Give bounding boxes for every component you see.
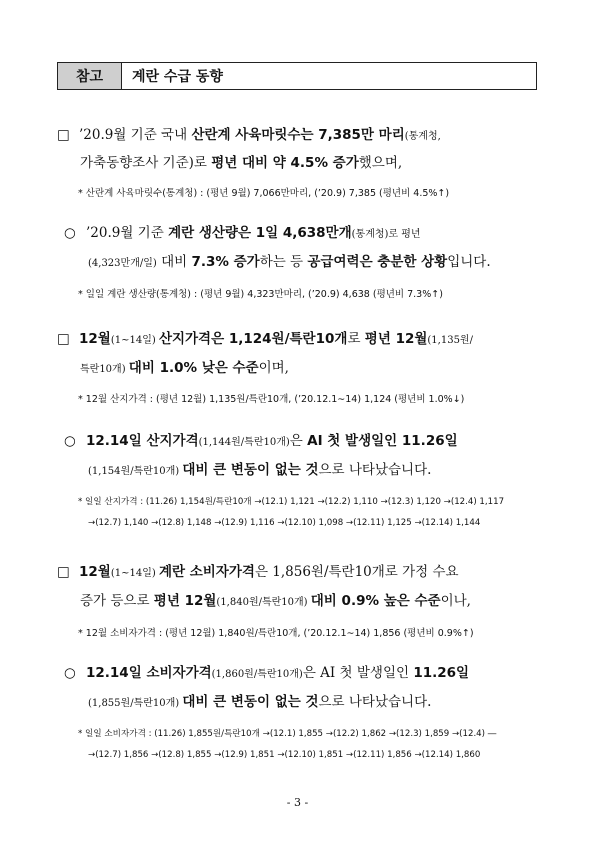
s2-note: * 12월 산지가격 : (평년 12월) 1,135원/특란10개, (’20.12.1∼14) 1,124 (평년비 1.0%↓) [78,394,465,405]
square-bullet-icon: □ [57,564,70,580]
s3-line-1: □ 12월(1~14일) 계란 소비자가격은 1,856원/특란10개로 가정 수요 [57,564,459,580]
circle-bullet-icon: ○ [64,665,76,681]
section-title: 계란 수급 동향 [132,69,223,85]
s1-line-2: 가축동향조사 기준)로 평년 대비 약 4.5% 증가했으며, [80,155,403,171]
reference-tag: 참고 [58,63,122,89]
circle-bullet-icon: ○ [64,225,76,241]
s3-note: * 12월 소비자가격 : (평년 12월) 1,840원/특란10개, (’20.12.1∼14) 1,856 (평년비 0.9%↑) [78,628,474,639]
page-number: - 3 - [286,796,309,809]
square-bullet-icon: □ [57,331,70,347]
s3c-note-1: * 일일 소비자가격 : (11.26) 1,855원/특란10개 →(12.1) 1,855 →(12.2) 1,862 →(12.3) 1,859 →(12.4) ― [78,729,497,739]
s1-note: * 산란계 사육마릿수(통계청) : (평년 9월) 7,066만마리, (’20.9) 7,385 (평년비 4.5%↑) [78,188,450,199]
s3c-line-2: (1,855원/특란10개) 대비 큰 변동이 없는 것으로 나타났습니다. [88,694,432,710]
s2c-line-1: ○ 12.14일 산지가격(1,144원/특란10개)은 AI 첫 발생일인 11.26일 [64,433,458,449]
s3-line-2: 증가 등으로 평년 12월(1,840원/특란10개) 대비 0.9% 높은 수준이나, [80,593,471,609]
s1c-note: * 일일 계란 생산량(통계청) : (평년 9월) 4,323만마리, (’20.9) 4,638 (평년비 7.3%↑) [78,289,443,300]
s2c-line-2: (1,154원/특란10개) 대비 큰 변동이 없는 것으로 나타났습니다. [88,462,432,478]
s1c-line-1: ○ ’20.9월 기준 계란 생산량은 1일 4,638만개(통계청)로 평년 [64,225,421,241]
square-bullet-icon: □ [57,127,70,143]
s3c-note-2: →(12.7) 1,856 →(12.8) 1,855 →(12.9) 1,851 →(12.10) 1,851 →(12.11) 1,856 →(12.14) 1,860 [88,750,481,760]
s2-line-2: 특란10개) 대비 1.0% 낮은 수준이며, [80,360,289,376]
s2-line-1: □ 12월(1~14일) 산지가격은 1,124원/특란10개로 평년 12월(1,135원/ [57,331,473,347]
s3c-line-1: ○ 12.14일 소비자가격(1,860원/특란10개)은 AI 첫 발생일인 11.26일 [64,665,470,681]
section-header [57,62,537,90]
s2c-note-2: →(12.7) 1,140 →(12.8) 1,148 →(12.9) 1,116 →(12.10) 1,098 →(12.11) 1,125 →(12.14) 1,144 [88,518,481,528]
s1-line-1: □ ’20.9월 기준 국내 산란계 사육마릿수는 7,385만 마리(통계청, [57,127,441,143]
s1c-line-2: (4,323만개/일) 대비 7.3% 증가하는 등 공급여력은 충분한 상황입니다. [88,254,491,270]
s2c-note-1: * 일일 산지가격 : (11.26) 1,154원/특란10개 →(12.1) 1,121 →(12.2) 1,110 →(12.3) 1,120 →(12.4) 1,117 [78,497,505,507]
circle-bullet-icon: ○ [64,433,76,449]
